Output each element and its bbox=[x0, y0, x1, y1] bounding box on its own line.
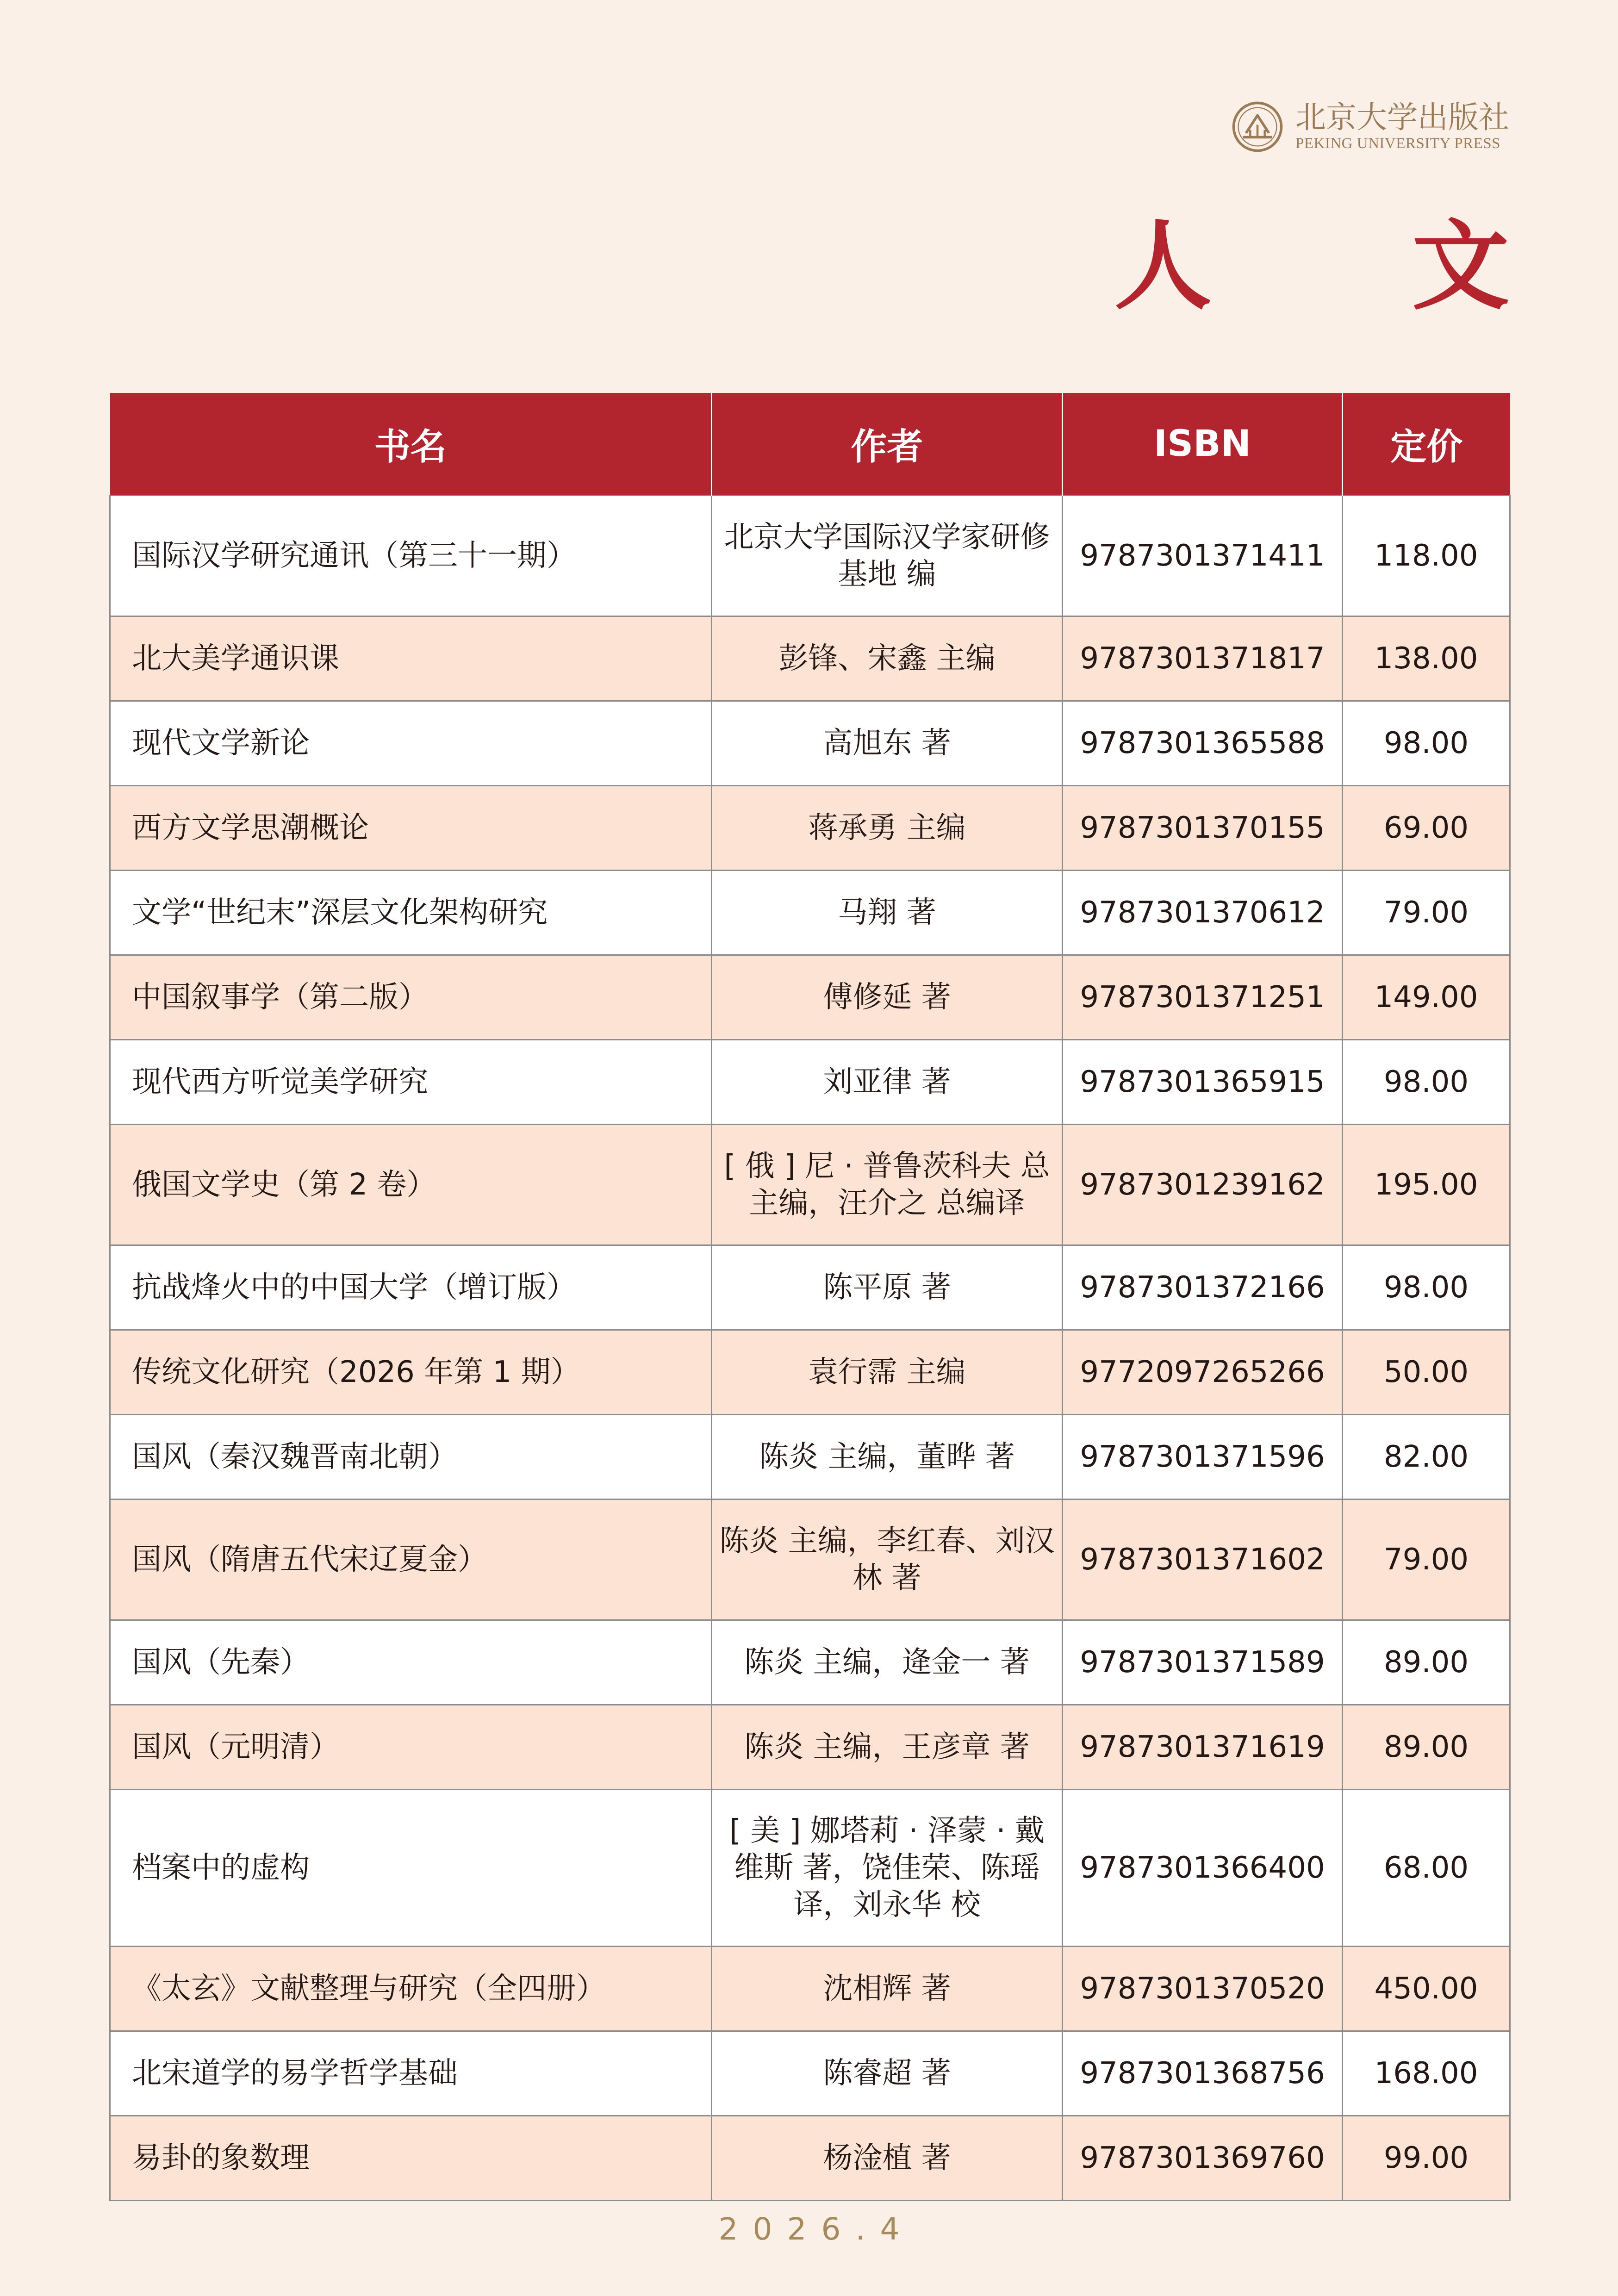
book-author: [ 美 ] 娜塔莉 · 泽蒙 · 戴维斯 著，饶佳荣、陈瑶 译，刘永华 校 bbox=[712, 1790, 1063, 1947]
book-price: 89.00 bbox=[1343, 1620, 1510, 1705]
book-title: 中国叙事学（第二版） bbox=[110, 955, 712, 1040]
table-row bbox=[110, 616, 1510, 701]
book-author: 陈炎 主编，李红春、刘汉林 著 bbox=[712, 1500, 1063, 1620]
book-title: 易卦的象数理 bbox=[110, 2116, 712, 2201]
book-price: 138.00 bbox=[1343, 616, 1510, 701]
book-author: 北京大学国际汉学家研修基地 编 bbox=[712, 496, 1063, 616]
book-author: 傅修延 著 bbox=[712, 955, 1063, 1040]
book-title: 西方文学思潮概论 bbox=[110, 786, 712, 871]
book-title: 文学“世纪末”深层文化架构研究 bbox=[110, 871, 712, 955]
book-price: 149.00 bbox=[1343, 955, 1510, 1040]
table-row bbox=[110, 701, 1510, 786]
book-isbn: 9787301371619 bbox=[1063, 1705, 1343, 1790]
book-isbn: 9787301369760 bbox=[1063, 2116, 1343, 2201]
table-row bbox=[110, 2031, 1510, 2116]
book-price: 99.00 bbox=[1343, 2116, 1510, 2201]
publisher-name-cn: 北京大学出版社 bbox=[1295, 100, 1509, 135]
book-author: 高旭东 著 bbox=[712, 701, 1063, 786]
book-price: 98.00 bbox=[1343, 1245, 1510, 1330]
table-row bbox=[110, 1947, 1510, 2031]
table-row bbox=[110, 1500, 1510, 1620]
book-price: 79.00 bbox=[1343, 1500, 1510, 1620]
book-title: 北大美学通识课 bbox=[110, 616, 712, 701]
peking-university-seal-icon bbox=[1232, 101, 1283, 153]
table-row bbox=[110, 1705, 1510, 1790]
table-row bbox=[110, 1415, 1510, 1500]
book-title: 北宋道学的易学哲学基础 bbox=[110, 2031, 712, 2116]
book-isbn: 9787301371411 bbox=[1063, 496, 1343, 616]
book-author: 杨淦植 著 bbox=[712, 2116, 1063, 2201]
book-title: 国际汉学研究通讯（第三十一期） bbox=[110, 496, 712, 616]
table-row bbox=[110, 955, 1510, 1040]
book-isbn: 9787301371596 bbox=[1063, 1415, 1343, 1500]
book-price: 82.00 bbox=[1343, 1415, 1510, 1500]
column-header-price: 定价 bbox=[1343, 393, 1510, 496]
book-author: 沈相辉 著 bbox=[712, 1947, 1063, 2031]
book-author: 彭锋、宋鑫 主编 bbox=[712, 616, 1063, 701]
book-price: 98.00 bbox=[1343, 701, 1510, 786]
book-title: 国风（隋唐五代宋辽夏金） bbox=[110, 1500, 712, 1620]
book-author: [ 俄 ] 尼 · 普鲁茨科夫 总主编，汪介之 总编译 bbox=[712, 1125, 1063, 1245]
book-title: 现代文学新论 bbox=[110, 701, 712, 786]
book-author: 刘亚律 著 bbox=[712, 1040, 1063, 1125]
book-price: 450.00 bbox=[1343, 1947, 1510, 2031]
column-header-author: 作者 bbox=[712, 393, 1063, 496]
book-price: 69.00 bbox=[1343, 786, 1510, 871]
book-title: 国风（先秦） bbox=[110, 1620, 712, 1705]
table-row bbox=[110, 786, 1510, 871]
book-price: 50.00 bbox=[1343, 1330, 1510, 1415]
book-isbn: 9787301370520 bbox=[1063, 1947, 1343, 2031]
book-price: 89.00 bbox=[1343, 1705, 1510, 1790]
publisher-name-en: PEKING UNIVERSITY PRESS bbox=[1295, 135, 1500, 152]
book-title: 档案中的虚构 bbox=[110, 1790, 712, 1947]
table-row bbox=[110, 871, 1510, 955]
book-author: 陈炎 主编，董晔 著 bbox=[712, 1415, 1063, 1500]
book-author: 陈平原 著 bbox=[712, 1245, 1063, 1330]
table-row bbox=[110, 1330, 1510, 1415]
book-title: 抗战烽火中的中国大学（增订版） bbox=[110, 1245, 712, 1330]
book-isbn: 9787301371251 bbox=[1063, 955, 1343, 1040]
book-isbn: 9787301239162 bbox=[1063, 1125, 1343, 1245]
section-title: 人 文 bbox=[1114, 209, 1593, 323]
book-isbn: 9787301371817 bbox=[1063, 616, 1343, 701]
book-isbn: 9787301371602 bbox=[1063, 1500, 1343, 1620]
book-author: 袁行霈 主编 bbox=[712, 1330, 1063, 1415]
book-author: 蒋承勇 主编 bbox=[712, 786, 1063, 871]
table-row bbox=[110, 496, 1510, 616]
column-header-isbn: ISBN bbox=[1063, 393, 1343, 496]
book-isbn: 9787301365588 bbox=[1063, 701, 1343, 786]
book-price: 98.00 bbox=[1343, 1040, 1510, 1125]
book-isbn: 9787301371589 bbox=[1063, 1620, 1343, 1705]
book-price: 195.00 bbox=[1343, 1125, 1510, 1245]
book-title: 《太玄》文献整理与研究（全四册） bbox=[110, 1947, 712, 2031]
table-row bbox=[110, 1620, 1510, 1705]
book-isbn: 9787301372166 bbox=[1063, 1245, 1343, 1330]
book-price: 79.00 bbox=[1343, 871, 1510, 955]
book-isbn: 9787301368756 bbox=[1063, 2031, 1343, 2116]
book-isbn: 9787301370155 bbox=[1063, 786, 1343, 871]
table-row bbox=[110, 1245, 1510, 1330]
book-isbn: 9787301370612 bbox=[1063, 871, 1343, 955]
book-isbn: 9787301365915 bbox=[1063, 1040, 1343, 1125]
book-title: 现代西方听觉美学研究 bbox=[110, 1040, 712, 1125]
book-isbn: 9787301366400 bbox=[1063, 1790, 1343, 1947]
book-title: 国风（元明清） bbox=[110, 1705, 712, 1790]
book-isbn: 9772097265266 bbox=[1063, 1330, 1343, 1415]
table-header-row bbox=[110, 393, 1510, 496]
table-row bbox=[110, 1790, 1510, 1947]
book-author: 陈炎 主编，逄金一 著 bbox=[712, 1620, 1063, 1705]
column-header-title: 书名 bbox=[110, 393, 712, 496]
book-price: 168.00 bbox=[1343, 2031, 1510, 2116]
publisher-logo bbox=[1232, 101, 1509, 153]
book-price: 68.00 bbox=[1343, 1790, 1510, 1947]
table-row bbox=[110, 1040, 1510, 1125]
book-catalog-table bbox=[109, 393, 1511, 2201]
issue-date: 2026.4 bbox=[718, 2211, 915, 2247]
book-author: 陈炎 主编，王彦章 著 bbox=[712, 1705, 1063, 1790]
book-title: 传统文化研究（2026 年第 1 期） bbox=[110, 1330, 712, 1415]
book-title: 国风（秦汉魏晋南北朝） bbox=[110, 1415, 712, 1500]
book-title: 俄国文学史（第 2 卷） bbox=[110, 1125, 712, 1245]
table-row bbox=[110, 1125, 1510, 1245]
book-price: 118.00 bbox=[1343, 496, 1510, 616]
table-row bbox=[110, 2116, 1510, 2201]
book-author: 陈睿超 著 bbox=[712, 2031, 1063, 2116]
book-author: 马翔 著 bbox=[712, 871, 1063, 955]
publisher-name bbox=[1295, 101, 1509, 153]
